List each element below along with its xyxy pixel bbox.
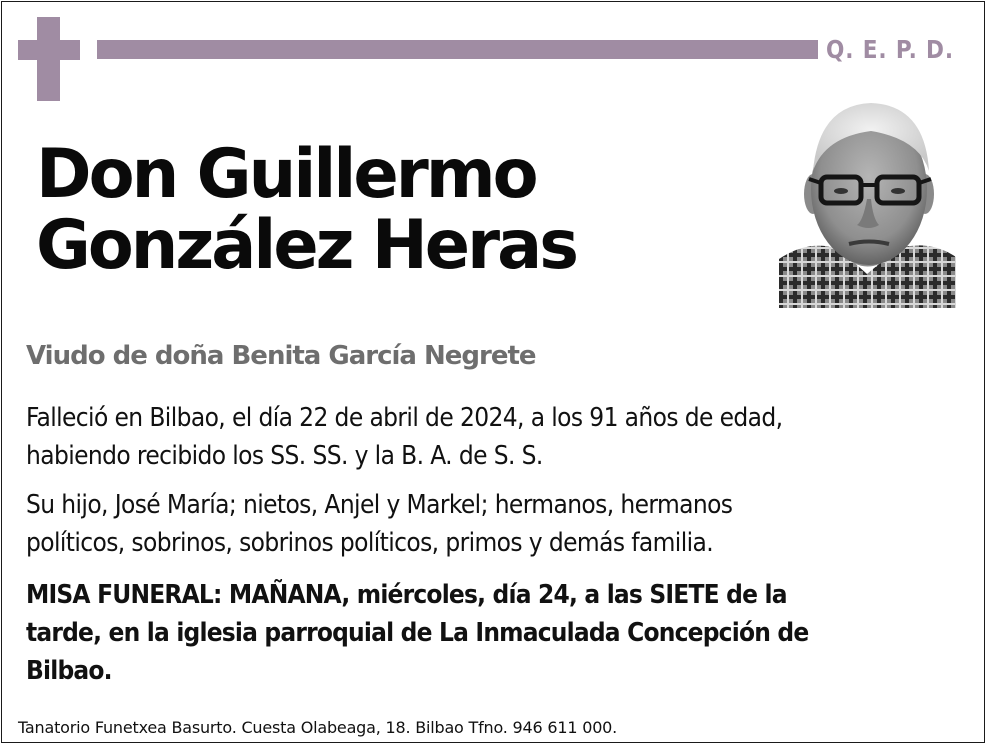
qepd-label: Q. E. P. D. (826, 35, 954, 64)
funeral-line: MISA FUNERAL: MAÑANA, miércoles, día 24, a las SIETE de la (26, 580, 787, 610)
death-notice-line: habiendo recibido los SS. SS. y la B. A. de S. S. (26, 441, 543, 471)
deceased-name-line1: Don Guillermo (36, 135, 536, 214)
funeral-line: tarde, en la iglesia parroquial de La Inmaculada Concepción de (26, 618, 809, 648)
header-rule (97, 40, 818, 59)
deceased-portrait-photo (779, 99, 956, 308)
funeral-paragraph (26, 576, 808, 690)
deceased-name-line2: González Heras (36, 206, 577, 285)
death-notice-line: Falleció en Bilbao, el día 22 de abril de 2024, a los 91 años de edad, (26, 403, 783, 433)
funeral-line: Bilbao. (26, 656, 112, 686)
family-paragraph (26, 486, 732, 562)
family-line: Su hijo, José María; nietos, Anjel y Markel; hermanos, hermanos (26, 490, 733, 520)
family-line: políticos, sobrinos, sobrinos políticos, primos y demás familia. (26, 528, 714, 558)
death-notice-paragraph (26, 399, 783, 475)
funeral-home-footer: Tanatorio Funetxea Basurto. Cuesta Olabeaga, 18. Bilbao Tfno. 946 611 000. (18, 718, 618, 737)
widow-of-line: Viudo de doña Benita García Negrete (26, 341, 536, 371)
